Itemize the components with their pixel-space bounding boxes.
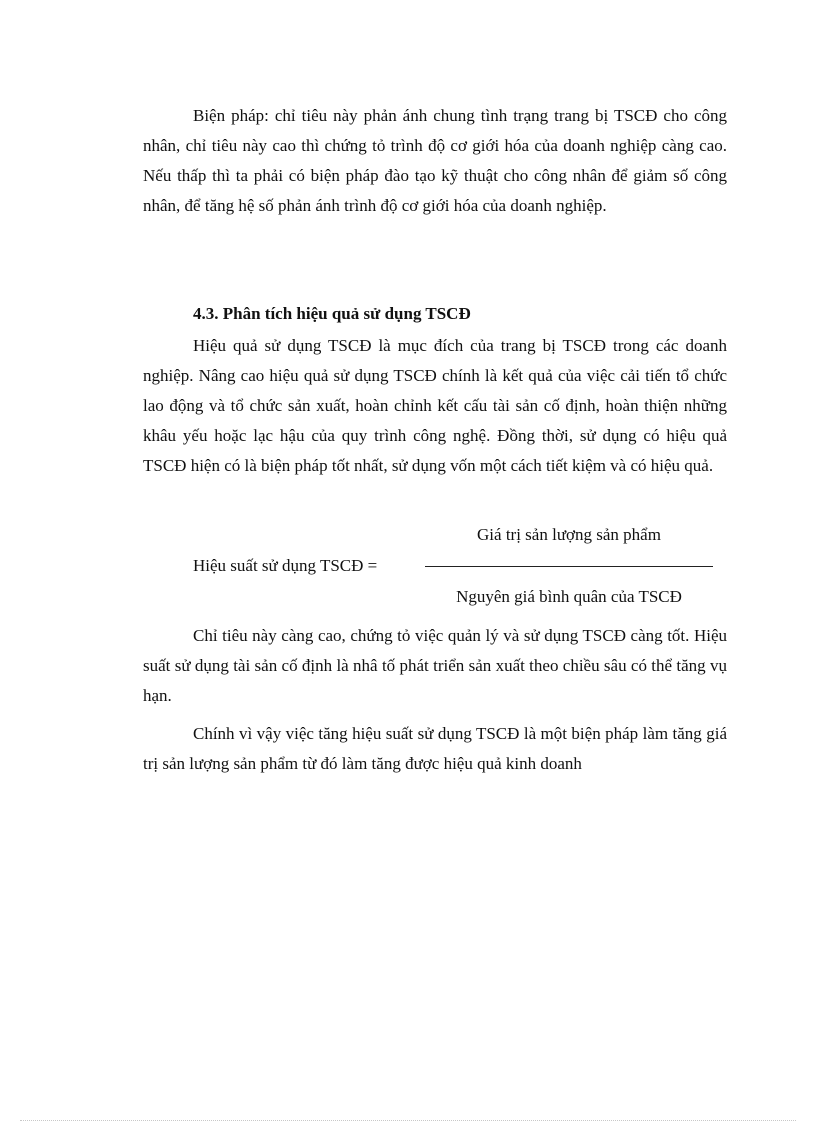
section-heading: 4.3. Phân tích hiệu quả sử dụng TSCĐ (193, 304, 471, 323)
page-bottom-border (20, 1120, 796, 1121)
paragraph-measures (143, 101, 727, 221)
paragraph-text: Hiệu quả sử dụng TSCĐ là mục đích của trang bị TSCĐ trong các doanh nghiệp. Nâng cao hiệu quả sử dụng TSCĐ chính là kết quả của việc cải tiến tổ chức lao động và tổ chức sản xuất, hoàn chỉnh kết cấu tài sản cố định, hoàn thiện những khâu yếu hoặc lạc hậu của quy trình công nghệ. Đồng thời, sử dụng có hiệu quả TSCĐ hiện có là biện pháp tốt nhất, sử dụng vốn một cách tiết kiệm và có hiệu quả. (143, 336, 727, 475)
paragraph-text: Chỉ tiêu này càng cao, chứng tỏ việc quản lý và sử dụng TSCĐ càng tốt. Hiệu suất sử dụng tài sản cố định là nhâ tố phát triển sản xuất theo chiều sâu có thể tăng vụ hạn. (143, 626, 727, 705)
paragraph-conclusion (143, 719, 727, 779)
paragraph-indicator (143, 621, 727, 711)
formula-label: Hiệu suất sử dụng TSCĐ = (193, 556, 378, 575)
paragraph-efficiency-intro (143, 331, 727, 481)
formula-numerator: Giá trị sản lượng sản phẩm (477, 525, 661, 544)
fraction-line (425, 566, 713, 567)
formula-denominator: Nguyên giá bình quân của TSCĐ (456, 587, 682, 606)
paragraph-text: Biện pháp: chỉ tiêu này phản ánh chung tình trạng trang bị TSCĐ cho công nhân, chỉ tiêu này cao thì chứng tỏ trình độ cơ giới hóa của doanh nghiệp càng cao. Nếu thấp thì ta phải có biện pháp đào tạo kỹ thuật cho công nhân để giảm số công nhân, để tăng hệ số phản ánh trình độ cơ giới hóa của doanh nghiệp. (143, 106, 727, 215)
paragraph-text: Chính vì vậy việc tăng hiệu suất sử dụng TSCĐ là một biện pháp làm tăng giá trị sản lượng sản phẩm từ đó làm tăng được hiệu quả kinh doanh (143, 724, 727, 773)
